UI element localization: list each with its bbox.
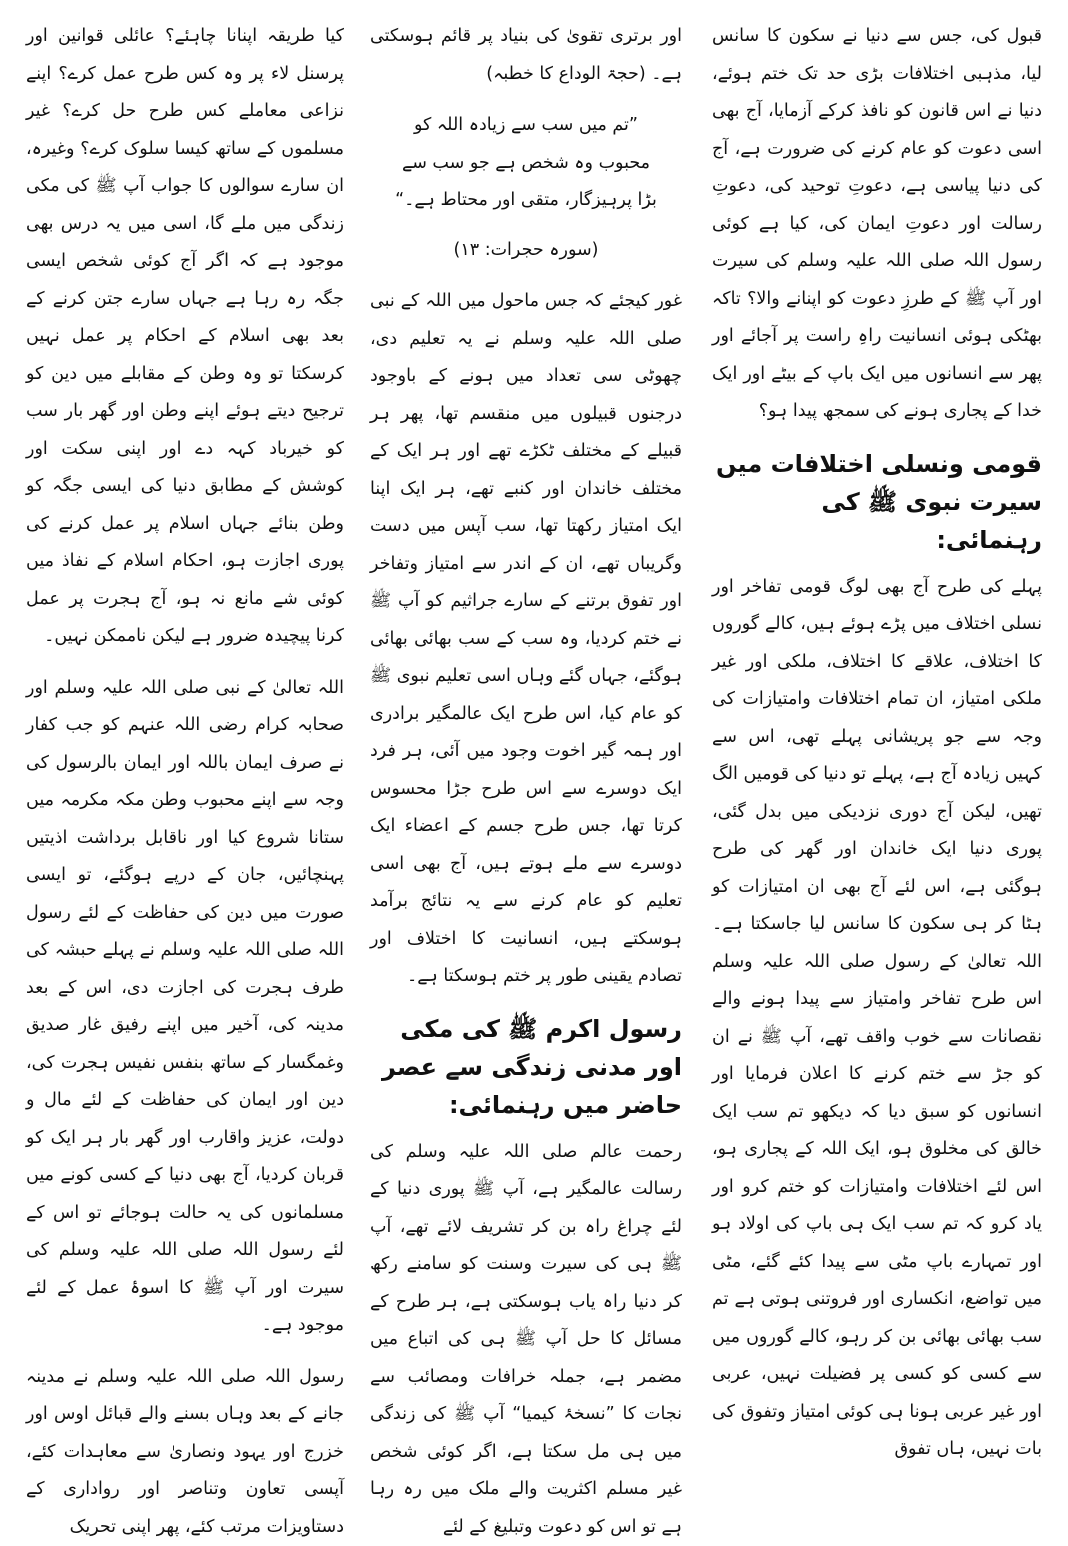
column-left: [26, 0, 344, 1356]
column-right: [712, 0, 1042, 1356]
paragraph: کیا طریقہ اپنانا چاہئے؟ عائلی قوانین اور پرسنل لاء پر وہ کس طرح عمل کرے؟ اپنے نزاعی معاملے کس طرح حل کرے؟ غیر مسلموں کے ساتھ کیسا سلوک کرے؟ وغیرہ، ان سارے سوالوں کا جواب آپ ﷺ کی مکی زندگی میں ملے گا، اسی میں یہ درس بھی موجود ہے کہ اگر آج کوئی شخص ایسی جگہ رہ رہا ہے جہاں سارے جتن کرنے کے بعد بھی اسلام کے احکام پر عمل نہیں کرسکتا تو وہ وطن کے مقابلے میں دین کو ترجیح دیتے ہوئے اپنے وطن اور گھر بار سب کو خیرباد کہہ دے اور اپنی سکت اور کوشش کے مطابق دنیا کی ایسی جگہ کو وطن بنائے جہاں اسلام پر عمل کرنے کی پوری اجازت ہو، احکام اسلام کے نفاذ میں کوئی شے مانع نہ ہو، آج ہجرت پر عمل کرنا پیچیدہ ضرور ہے لیکن ناممکن نہیں۔: [26, 18, 344, 656]
paragraph: رسول اللہ صلی اللہ علیہ وسلم نے مدینہ جانے کے بعد وہاں بسنے والے قبائل اوس اور خزرج اور یہود ونصاریٰ سے معاہدات کئے، آپسی تعاون وتناصر اور رواداری کے دستاویزات مرتب کئے، پھر اپنی تحریک: [26, 1359, 344, 1546]
paragraph: اللہ تعالیٰ کے نبی صلی اللہ علیہ وسلم اور صحابہ کرام رضی اللہ عنہم کو جب کفار نے صرف ایمان باللہ اور ایمان بالرسول کی وجہ سے اپنے محبوب وطن مکہ مکرمہ میں ستانا شروع کیا اور ناقابل برداشت اذیتیں پہنچائیں، جان کے درپے ہوگئے، تو ایسی صورت میں دین کی حفاظت کے لئے رسول اللہ صلی اللہ علیہ وسلم نے پہلے حبشہ کی طرف ہجرت کی اجازت دی، اس کے بعد مدینہ کی، آخیر میں اپنے رفیق غار صدیق وغمگسار کے ساتھ بنفس نفیس ہجرت کی، دین اور ایمان کی حفاظت کے لئے مال و دولت، عزیز واقارب اور گھر بار ہر ایک کو قربان کردیا، آج بھی دنیا کے کسی کونے میں مسلمانوں کی یہ حالت ہوجائے تو اس کے لئے رسول اللہ صلی اللہ علیہ وسلم کی سیرت اور آپ ﷺ کا اسوۂ عمل کے لئے موجود ہے۔: [26, 670, 344, 1345]
paragraph: اور برتری تقویٰ کی بنیاد پر قائم ہوسکتی ہے۔ (حجۃ الوداع کا خطبہ): [370, 18, 682, 93]
paragraph: رحمت عالم صلی اللہ علیہ وسلم کی رسالت عالمگیر ہے، آپ ﷺ پوری دنیا کے لئے چراغ راہ بن کر تشریف لائے تھے، آپ ﷺ ہی کی سیرت وسنت کو سامنے رکھ کر دنیا راہ یاب ہوسکتی ہے، ہر طرح کے مسائل کا حل آپ ﷺ ہی کی اتباع میں مضمر ہے، جملہ خرافات ومصائب سے نجات کا ”نسخۂ کیمیا“ آپ ﷺ کی زندگی میں ہی مل سکتا ہے، اگر کوئی شخص غیر مسلم اکثریت والے ملک میں رہ رہا ہے تو اس کو دعوت وتبلیغ کے لئے: [370, 1134, 682, 1546]
section-heading: قومی ونسلی اختلافات میں سیرت نبوی ﷺ کی رہنمائی:: [712, 445, 1042, 559]
column-middle: [370, 0, 682, 1356]
quote-citation: (سورہ حجرات: ۱۳): [370, 232, 682, 270]
paragraph: غور کیجئے کہ جس ماحول میں اللہ کے نبی صلی اللہ علیہ وسلم نے یہ تعلیم دی، چھوٹی سی تعداد میں ہونے کے باوجود درجنوں قبیلوں میں منقسم تھا، پھر ہر قبیلے کے مختلف ٹکڑے تھے اور ہر ایک کے مختلف خاندان اور کنبے تھے، ہر ایک اپنا ایک امتیاز رکھتا تھا، سب آپس میں دست وگریباں تھے، ان کے اندر سے امتیاز وتفاخر اور تفوق برتنے کے سارے جراثیم کو آپ ﷺ نے ختم کردیا، وہ سب کے سب بھائی بھائی ہوگئے، جہاں گئے وہاں اسی تعلیم نبوی ﷺ کو عام کیا، اس طرح ایک عالمگیر برادری اور ہمہ گیر اخوت وجود میں آئی، ہر فرد ایک دوسرے سے اس طرح جڑا محسوس کرتا تھا، جس طرح جسم کے اعضاء ایک دوسرے سے ملے ہوتے ہیں، آج بھی اسی تعلیم کو عام کرنے سے یہ نتائج برآمد ہوسکتے ہیں، انسانیت کا اختلاف اور تصادم یقینی طور پر ختم ہوسکتا ہے۔: [370, 283, 682, 996]
paragraph: قبول کی، جس سے دنیا نے سکون کا سانس لیا، مذہبی اختلافات بڑی حد تک ختم ہوئے، دنیا نے اس قانون کو نافذ کرکے آزمایا، آج بھی اسی دعوت کو عام کرنے کی ضرورت ہے، آج کی دنیا پیاسی ہے، دعوتِ توحید کی، دعوتِ رسالت اور دعوتِ ایمان کی، کیا ہے کوئی رسول اللہ صلی اللہ علیہ وسلم کی سیرت اور آپ ﷺ کے طرزِ دعوت کو اپنانے والا؟ تاکہ بھٹکی ہوئی انسانیت راہِ راست پر آجائے اور پھر سے انسانوں میں ایک باپ کے بیٹے اور ایک خدا کے پجاری ہونے کی سمجھ پیدا ہو؟: [712, 18, 1042, 431]
section-heading: رسول اکرم ﷺ کی مکی اور مدنی زندگی سے عصر حاضر میں رہنمائی:: [370, 1010, 682, 1124]
paragraph: پہلے کی طرح آج بھی لوگ قومی تفاخر اور نسلی اختلاف میں پڑے ہوئے ہیں، کالے گوروں کا اختلاف، علاقے کا اختلاف، ملکی اور غیر ملکی امتیاز، ان تمام اختلافات وامتیازات کی وجہ سے جو پریشانی پہلے تھی، اس سے کہیں زیادہ آج ہے، پہلے تو دنیا کی قومیں الگ تھیں، لیکن آج دوری نزدیکی میں بدل گئی، پوری دنیا ایک خاندان اور گھر کی طرح ہوگئی ہے، اس لئے آج بھی ان امتیازات کو ہٹا کر ہی سکون کا سانس لیا جاسکتا ہے۔ اللہ تعالیٰ کے رسول صلی اللہ علیہ وسلم اس طرح تفاخر وامتیاز سے پیدا ہونے والے نقصانات سے خوب واقف تھے، آپ ﷺ نے ان کو جڑ سے ختم کرنے کا اعلان فرمایا اور انسانوں کو سبق دیا کہ دیکھو تم سب ایک خالق کی مخلوق ہو، ایک اللہ کے پجاری ہو، اس لئے اختلافات وامتیازات کو ختم کرو اور یاد کرو کہ تم سب ایک ہی باپ کی اولاد ہو اور تمہارے باپ مٹی سے پیدا کئے گئے، مٹی میں تواضع، انکساری اور فروتنی ہوتی ہے تم سب بھائی بھائی بن کر رہو، کالے گوروں میں سے کسی کو کسی پر فضیلت نہیں، عربی اور غیر عربی ہونا ہی کوئی امتیاز وتفوق کی بات نہیں، ہاں تفوق: [712, 569, 1042, 1469]
quranic-quote: ”تم میں سب سے زیادہ اللہ کو محبوب وہ شخص ہے جو سب سے بڑا پرہیزگار، متقی اور محتاط ہے۔“: [370, 107, 682, 220]
